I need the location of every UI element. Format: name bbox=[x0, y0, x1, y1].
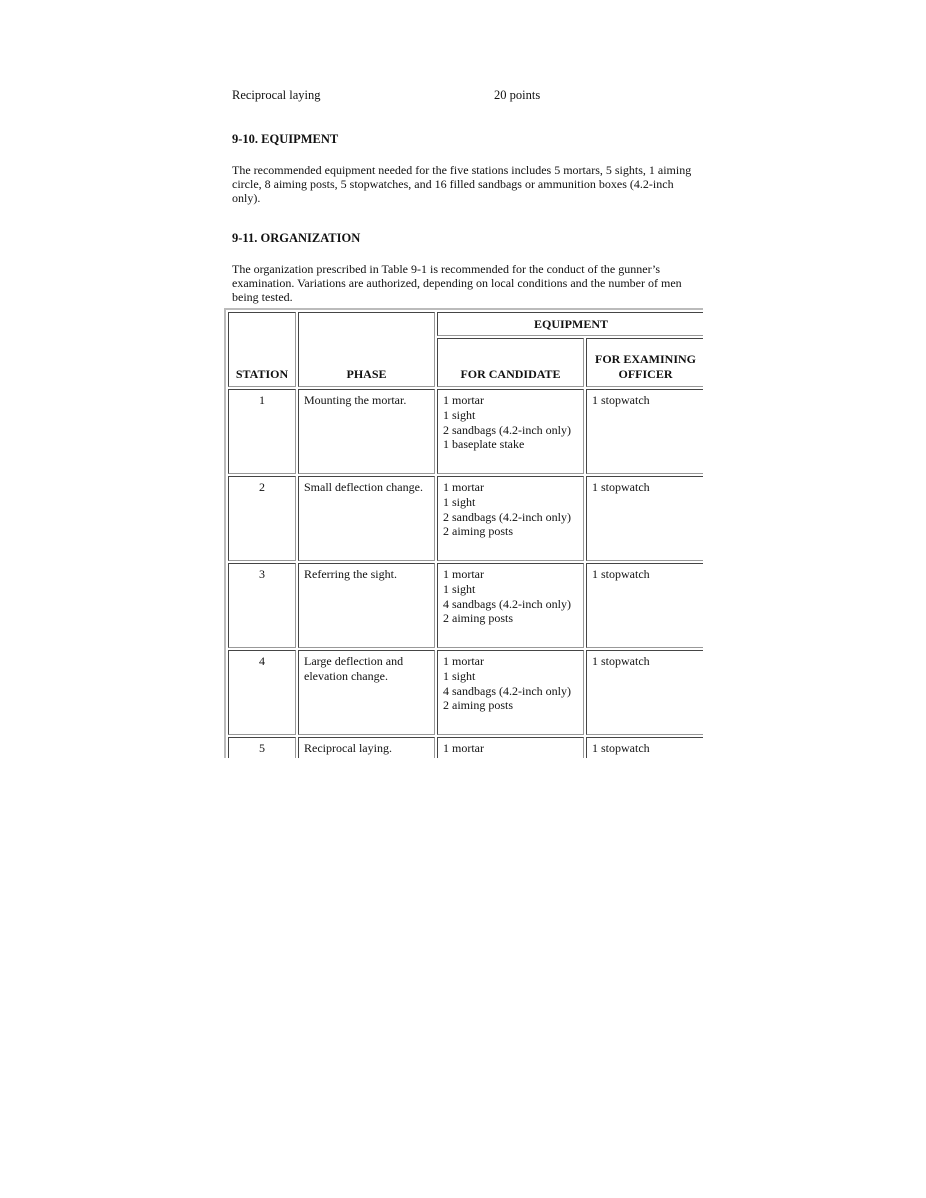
officer-equipment-cell: 1 stopwatch bbox=[586, 737, 703, 758]
table-row bbox=[228, 563, 703, 648]
station-cell: 5 bbox=[228, 737, 296, 758]
station-cell: 1 bbox=[228, 389, 296, 474]
candidate-equipment-item: 1 sight bbox=[443, 407, 476, 422]
score-points: 20 points bbox=[494, 88, 541, 102]
equipment-heading: 9-10. EQUIPMENT bbox=[232, 132, 339, 146]
candidate-equipment-item: 2 sandbags (4.2-inch only) bbox=[443, 422, 571, 437]
phase-cell: Reciprocal laying. bbox=[298, 737, 435, 758]
header-station: STATION bbox=[228, 312, 296, 387]
table-header-row bbox=[228, 312, 703, 336]
phase-cell: Large deflection and elevation change. bbox=[298, 650, 435, 735]
officer-equipment-cell: 1 stopwatch bbox=[586, 476, 703, 561]
candidate-equipment-item: 1 mortar bbox=[443, 393, 484, 407]
equipment-table-container bbox=[224, 308, 703, 758]
candidate-equipment-item: 4 sandbags (4.2-inch only) bbox=[443, 596, 571, 611]
candidate-equipment-item: 4 sandbags (4.2-inch only) bbox=[443, 683, 571, 698]
officer-equipment-cell: 1 stopwatch bbox=[586, 389, 703, 474]
table-row bbox=[228, 476, 703, 561]
document-page bbox=[232, 88, 702, 304]
organization-paragraph: The organization prescribed in Table 9-1 is recommended for the conduct of the gunner’s examination. Variations are authorized, depending on local conditions and the number of men being tested. bbox=[232, 262, 682, 304]
candidate-equipment-item: 1 baseplate stake bbox=[443, 437, 525, 452]
candidate-equipment-item: 1 mortar bbox=[443, 567, 484, 581]
candidate-equipment-item: 1 mortar bbox=[443, 480, 484, 494]
phase-cell: Mounting the mortar. bbox=[298, 389, 435, 474]
phase-cell: Referring the sight. bbox=[298, 563, 435, 648]
header-equipment: EQUIPMENT bbox=[437, 312, 703, 336]
candidate-equipment-item: 2 aiming posts bbox=[443, 611, 514, 626]
score-line bbox=[232, 88, 702, 106]
candidate-equipment-item: 2 aiming posts bbox=[443, 698, 514, 713]
officer-equipment-cell: 1 stopwatch bbox=[586, 563, 703, 648]
score-label: Reciprocal laying bbox=[232, 88, 321, 102]
organization-heading: 9-11. ORGANIZATION bbox=[232, 231, 361, 245]
candidate-equipment-cell bbox=[437, 563, 584, 648]
table-row bbox=[228, 389, 703, 474]
equipment-table bbox=[224, 308, 703, 758]
candidate-equipment-item: 1 sight bbox=[443, 494, 476, 509]
equipment-paragraph: The recommended equipment needed for the five stations includes 5 mortars, 5 sights, 1 aiming circle, 8 aiming posts, 5 stopwatches, and 16 filled sandbags or ammunition boxes (4.2-inch only). bbox=[232, 163, 692, 205]
phase-cell: Small deflection change. bbox=[298, 476, 435, 561]
candidate-equipment-item: 1 mortar bbox=[443, 654, 484, 668]
candidate-equipment-cell bbox=[437, 389, 584, 474]
candidate-equipment-item: 1 sight bbox=[443, 668, 476, 683]
candidate-equipment-item: 2 aiming posts bbox=[443, 524, 514, 539]
station-cell: 4 bbox=[228, 650, 296, 735]
candidate-equipment-cell bbox=[437, 737, 584, 758]
candidate-equipment-cell bbox=[437, 650, 584, 735]
station-cell: 2 bbox=[228, 476, 296, 561]
header-for-examining-officer: FOR EXAMINING OFFICER bbox=[586, 338, 703, 387]
candidate-equipment-cell bbox=[437, 476, 584, 561]
officer-equipment-cell: 1 stopwatch bbox=[586, 650, 703, 735]
header-phase: PHASE bbox=[298, 312, 435, 387]
candidate-equipment-item: 1 sight bbox=[443, 581, 476, 596]
header-for-candidate: FOR CANDIDATE bbox=[437, 338, 584, 387]
table-row bbox=[228, 737, 703, 758]
candidate-equipment-item: 2 sandbags (4.2-inch only) bbox=[443, 509, 571, 524]
table-row bbox=[228, 650, 703, 735]
table-body bbox=[228, 389, 703, 758]
candidate-equipment-item: 1 mortar bbox=[443, 741, 484, 755]
station-cell: 3 bbox=[228, 563, 296, 648]
